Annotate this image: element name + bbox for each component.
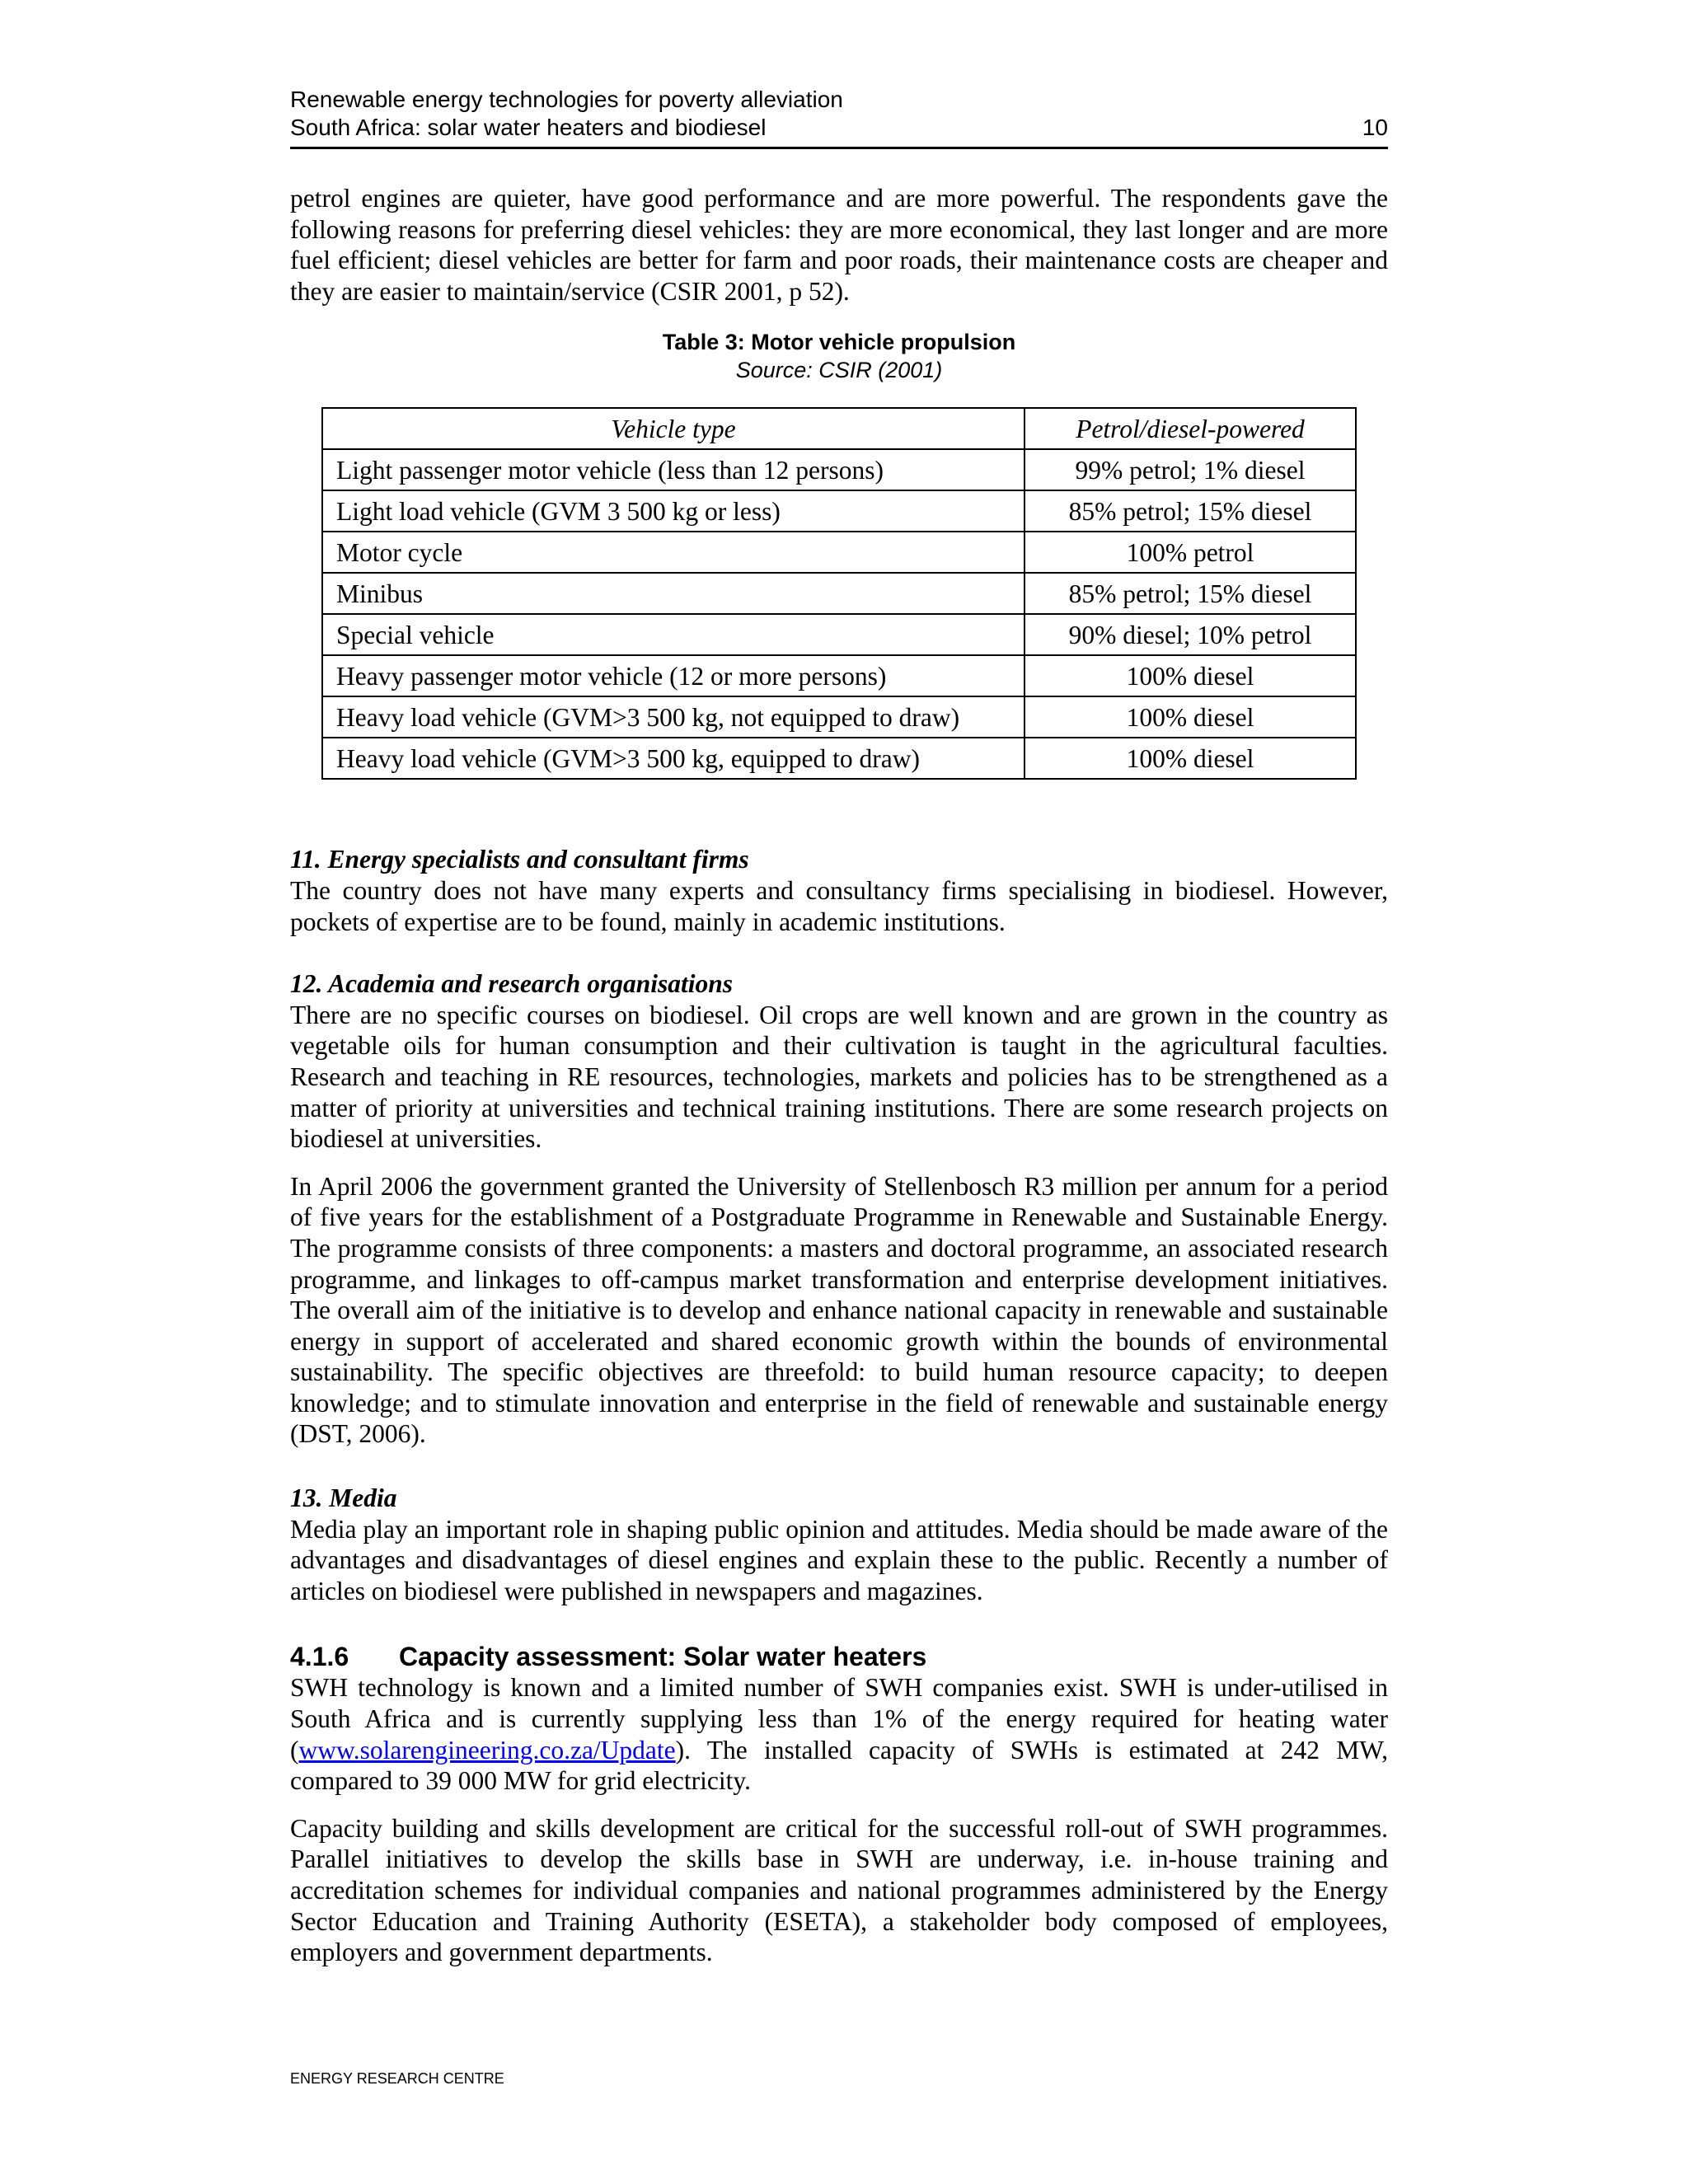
table-row (322, 738, 1356, 779)
intro-paragraph: petrol engines are quieter, have good performance and are more powerful. The respondents gave the following reasons for preferring diesel vehicles: they are more economical, they last longer and are more fuel efficient; diesel vehicles are better for farm and poor roads, their maintenance costs are cheaper and they are easier to maintain/service (CSIR 2001, p 52). (290, 184, 1388, 306)
fuel-share-cell: 85% petrol; 15% diesel (1025, 490, 1356, 532)
vehicle-type-cell: Heavy load vehicle (GVM>3 500 kg, equipped to draw) (322, 738, 1025, 779)
paragraph-text-after-link: ). The installed capacity of SWHs is estimated at 242 MW, compared to 39 000 MW for grid electricity. (290, 1735, 1388, 1796)
fuel-share-cell: 99% petrol; 1% diesel (1025, 449, 1356, 490)
table-row (322, 696, 1356, 738)
section-13-heading: 13. Media (290, 1483, 397, 1513)
section-title: Capacity assessment: Solar water heaters (399, 1642, 927, 1672)
table-row (322, 655, 1356, 696)
vehicle-type-cell: Minibus (322, 573, 1025, 614)
section-4-1-6-paragraph-1 (290, 1672, 1388, 1796)
vehicle-propulsion-table (321, 407, 1357, 780)
section-12-paragraph-2: In April 2006 the government granted the University of Stellenbosch R3 million per annum for a period of five years for the establishment of a Postgraduate Programme in Renewable and Sustainable Energy. The programme consists of three components: a masters and doctoral programme, an associated research programme, and linkages to off-campus market transformation and enterprise development initiatives. The overall aim of the initiative is to develop and enhance national capacity in renewable and sustainable energy in support of accelerated and shared economic growth within the bounds of environmental sustainability. The specific objectives are threefold: to build human resource capacity; to deepen knowledge; and to stimulate innovation and enterprise in the field of renewable and sustainable energy (DST, 2006). (290, 1171, 1388, 1449)
vehicle-type-cell: Special vehicle (322, 614, 1025, 655)
main-content (290, 183, 1388, 1968)
vehicle-type-cell: Light load vehicle (GVM 3 500 kg or less) (322, 490, 1025, 532)
table-row (322, 614, 1356, 655)
column-header-powered: Petrol/diesel-powered (1025, 408, 1356, 449)
section-12-paragraph-1: There are no specific courses on biodiesel. Oil crops are well known and are grown in the country as vegetable oils for human consumption and their cultivation is taught in the agricultural faculties. Research and teaching in RE resources, technologies, markets and policies has to be strengthened as a matter of priority at universities and technical training institutions. There are some research projects on biodiesel at universities. (290, 1000, 1388, 1154)
fuel-share-cell: 100% petrol (1025, 532, 1356, 573)
section-12-heading: 12. Academia and research organisations (290, 969, 734, 999)
table-row (322, 449, 1356, 490)
fuel-share-cell: 90% diesel; 10% petrol (1025, 614, 1356, 655)
table-row (322, 532, 1356, 573)
table-caption (290, 328, 1388, 384)
running-header (290, 86, 1388, 149)
table-source: Source: CSIR (2001) (735, 358, 943, 383)
section-4-1-6-heading (290, 1641, 1388, 1672)
table-row (322, 573, 1356, 614)
page-number: 10 (1362, 115, 1388, 140)
section-11-heading: 11. Energy specialists and consultant firms (290, 845, 749, 874)
table-title: Table 3: Motor vehicle propulsion (662, 330, 1016, 355)
running-footer: ENERGY RESEARCH CENTRE (290, 2070, 504, 2087)
section-11-text: The country does not have many experts and consultancy firms specialising in biodiesel. However, pockets of expertise are to be found, mainly in academic institutions. (290, 875, 1388, 936)
section-13-text: Media play an important role in shaping public opinion and attitudes. Media should be made aware of the advantages and disadvantages of diesel engines and explain these to the public. Recently a number of articles on biodiesel were published in newspapers and magazines. (290, 1514, 1388, 1605)
vehicle-type-cell: Heavy load vehicle (GVM>3 500 kg, not equipped to draw) (322, 696, 1025, 738)
header-title-line2: South Africa: solar water heaters and biodiesel (290, 115, 767, 140)
vehicle-type-cell: Light passenger motor vehicle (less than 12 persons) (322, 449, 1025, 490)
vehicle-type-cell: Motor cycle (322, 532, 1025, 573)
fuel-share-cell: 85% petrol; 15% diesel (1025, 573, 1356, 614)
fuel-share-cell: 100% diesel (1025, 738, 1356, 779)
fuel-share-cell: 100% diesel (1025, 696, 1356, 738)
vehicle-type-cell: Heavy passenger motor vehicle (12 or more persons) (322, 655, 1025, 696)
fuel-share-cell: 100% diesel (1025, 655, 1356, 696)
column-header-vehicle-type: Vehicle type (322, 408, 1025, 449)
solarengineering-link[interactable]: www.solarengineering.co.za/Update (298, 1735, 676, 1765)
section-number: 4.1.6 (290, 1642, 349, 1672)
section-4-1-6-paragraph-2: Capacity building and skills development are critical for the successful roll-out of SWH programmes. Parallel initiatives to develop the skills base in SWH are underway, i.e. in-house training and accreditation schemes for individual companies and national programmes administered by the Energy Sector Education and Training Authority (ESETA), a stakeholder body composed of employees, employers and government departments. (290, 1813, 1388, 1967)
table-row (322, 490, 1356, 532)
header-title-line1: Renewable energy technologies for poverty alleviation (290, 87, 843, 112)
paragraph-text-before-link: SWH technology is known and a limited number of SWH companies exist. SWH is under-utilised in South Africa and is currently supplying less than 1% of the energy required for heating water ( (290, 1673, 1388, 1765)
table-header-row (322, 408, 1356, 449)
